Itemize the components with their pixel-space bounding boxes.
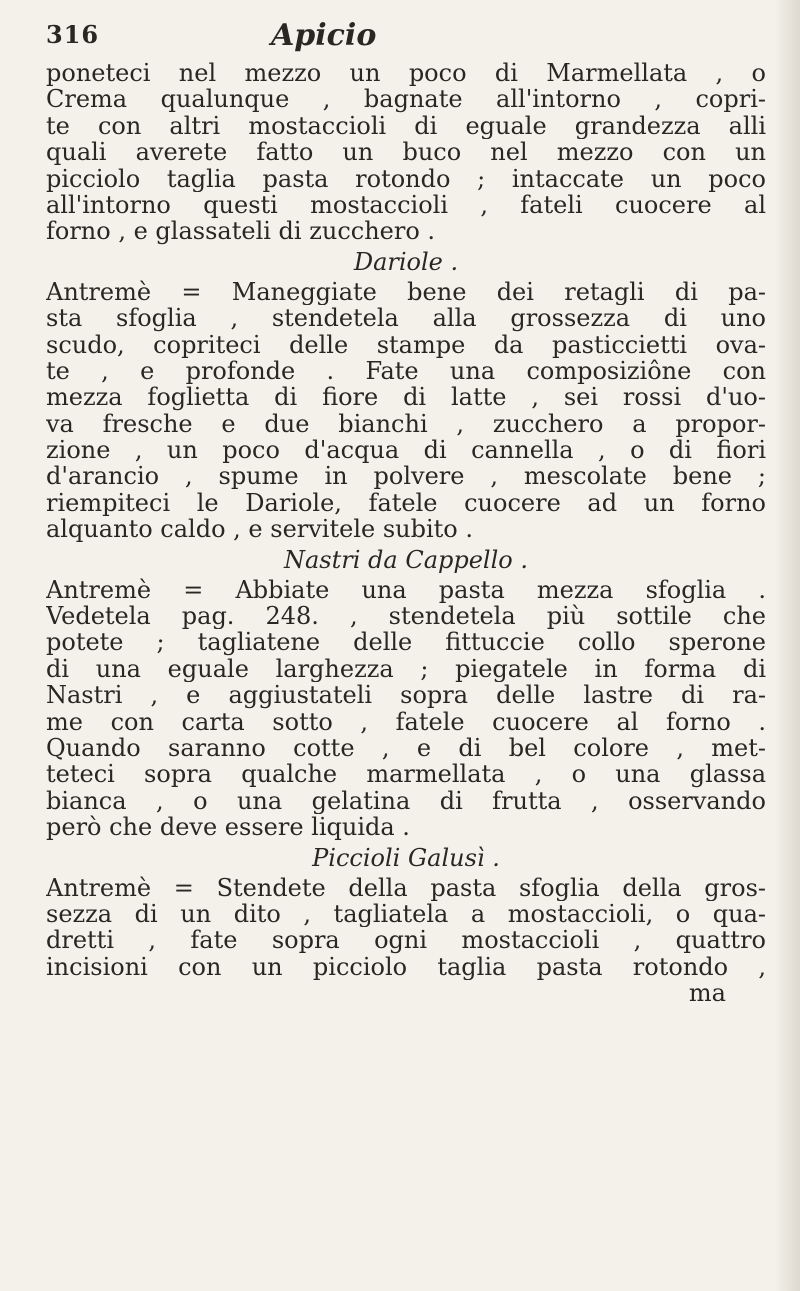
text-line: d'arancio , spume in polvere , mescolate bene ; [46, 463, 766, 490]
page-number: 316 [46, 20, 100, 49]
text-line: forno , e glassateli di zucchero . [46, 218, 436, 245]
text-line: te , e profonde . Fate una composiziône con [46, 357, 766, 385]
text-line: Antremè = Abbiate una pasta mezza sfoglia . [46, 576, 766, 604]
text-line: Antremè = Maneggiate bene dei retagli di pa- [46, 278, 766, 306]
text-line: Quando saranno cotte , e di bel colore , met- [46, 734, 766, 762]
text-line: all'intorno questi mostaccioli , fateli cuocere al [46, 191, 766, 219]
recipe-nastri [46, 543, 766, 841]
recipe-title: Dariole . [353, 247, 459, 276]
text-line: bianca , o una gelatina di frutta , osservando [46, 787, 766, 815]
text-line: sta sfoglia , stendetela alla grossezza di uno [46, 305, 766, 332]
text-line: picciolo taglia pasta rotondo ; intaccate un poco [46, 165, 766, 192]
text-line: però che deve essere liquida . [46, 814, 410, 841]
page-edge-shadow [774, 0, 800, 1291]
text-line: mezza foglietta di fiore di latte , sei rossi d'uo- [46, 384, 766, 411]
page-header [46, 14, 766, 54]
text-line: poneteci nel mezzo un poco di Marmellata , o [46, 60, 766, 87]
catchword: ma [688, 979, 726, 1008]
text-line: riempiteci le Dariole, fatele cuocere ad un forno [46, 489, 766, 517]
text-line: zione , un poco d'acqua di cannella , o di fiori [46, 437, 766, 464]
text-line: Vedetela pag. 248. , stendetela più sottile che [46, 603, 766, 630]
text-line: te con altri mostaccioli di eguale grandezza alli [46, 112, 766, 140]
recipe-title: Nastri da Cappello . [283, 545, 528, 574]
text-line: Nastri , e aggiustateli sopra delle lastre di ra- [46, 682, 766, 709]
text-line: alquanto caldo , e servitele subito . [46, 516, 473, 543]
text-line: Antremè = Stendete della pasta sfoglia della gros- [46, 874, 766, 901]
recipe-continuation [46, 60, 766, 245]
text-line: me con carta sotto , fatele cuocere al forno . [46, 708, 766, 735]
text-line: Crema qualunque , bagnate all'intorno , copri- [46, 86, 766, 113]
text-line: scudo, copriteci delle stampe da pasticcietti ova- [46, 331, 766, 358]
recipe-title: Piccioli Galusì . [312, 843, 500, 872]
text-line: incisioni con un picciolo taglia pasta rotondo , [46, 953, 766, 981]
text-line: teteci sopra qualche marmellata , o una glassa [46, 761, 766, 788]
running-head: Apicio [271, 18, 377, 53]
text-line: potete ; tagliatene delle fittuccie collo sperone [46, 629, 766, 656]
text-line: sezza di un dito , tagliatela a mostaccioli, o qua- [46, 900, 766, 928]
text-line: va fresche e due bianchi , zucchero a propor- [46, 410, 766, 438]
text-line: di una eguale larghezza ; piegatele in forma di [46, 655, 766, 683]
text-line: dretti , fate sopra ogni mostaccioli , quattro [46, 927, 766, 954]
text-line: quali averete fatto un buco nel mezzo con un [46, 139, 766, 166]
recipe-piccioli [46, 841, 766, 1007]
recipe-dariole [46, 245, 766, 543]
